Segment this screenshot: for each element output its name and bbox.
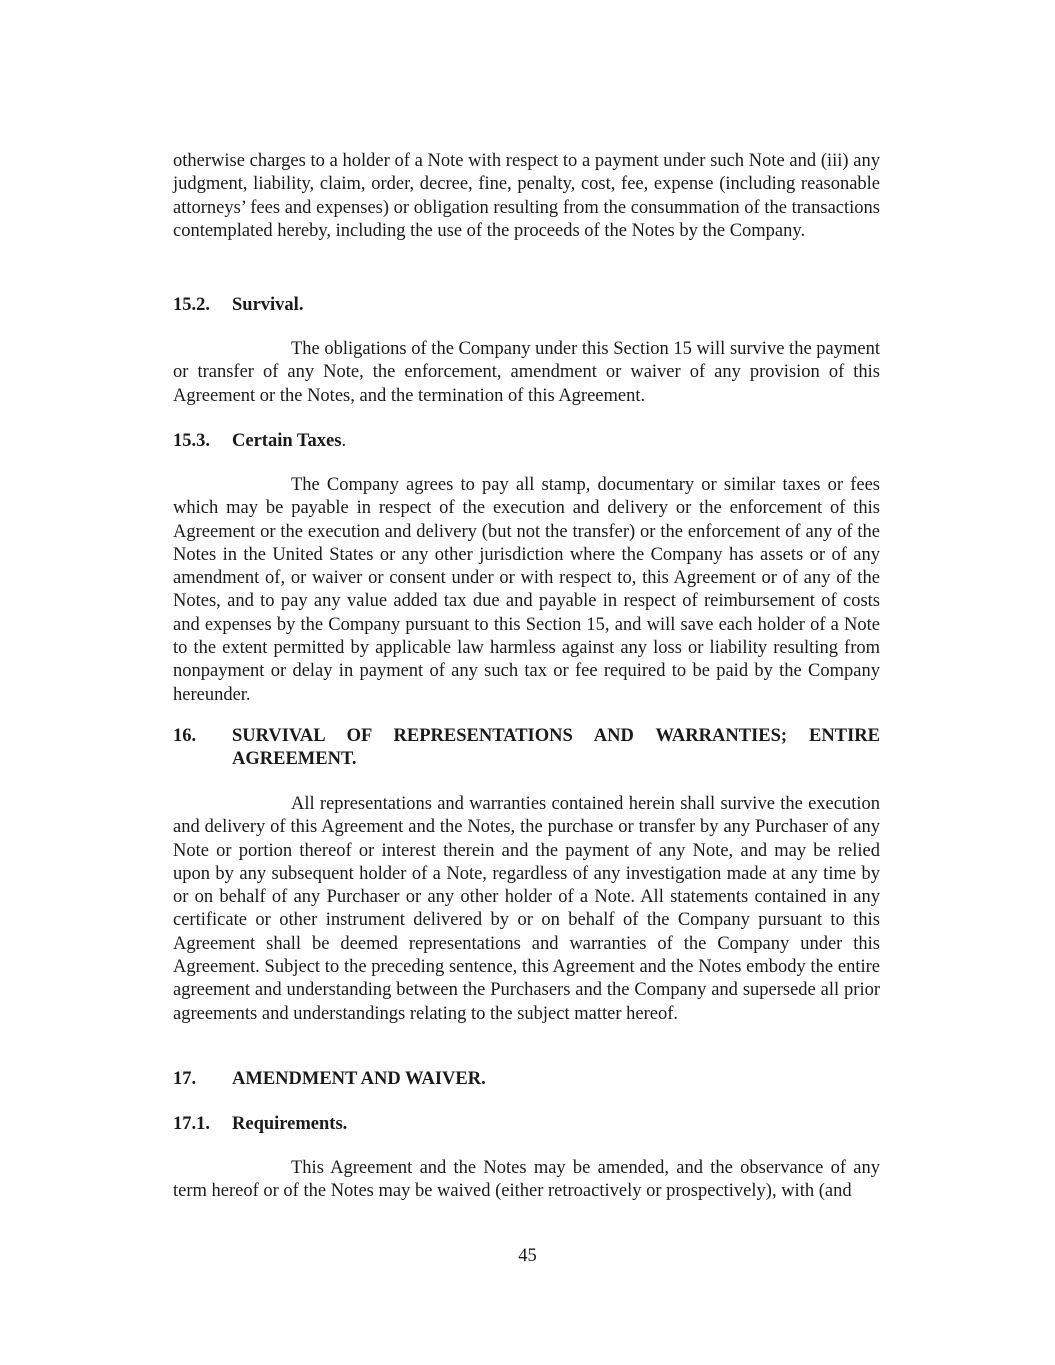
- section-16-body: All representations and warranties contained herein shall survive the execution and delivery of this Agreement and the Notes, the purchase or transfer by any Purchaser of any Note or portion thereof or interest therein and the payment of any Note, and may be relied upon by any subsequent holder of a Note, regardless of any investigation made at any time by or on behalf of any Purchaser or any other holder of a Note. All statements contained in any certificate or other instrument delivered by or on behalf of the Company pursuant to this Agreement shall be deemed representations and warranties of the Company under this Agreement. Subject to the preceding sentence, this Agreement and the Notes embody the entire agreement and understanding between the Purchasers and the Company and supersede all prior agreements and understandings relating to the subject matter hereof.: [173, 794, 880, 1024]
- section-15-3-heading: [173, 430, 346, 453]
- section-number: 15.2.: [173, 295, 210, 315]
- section-title: Survival.: [232, 295, 304, 315]
- section-number: 17.: [173, 1069, 197, 1089]
- section-17-1-body: This Agreement and the Notes may be amended, and the observance of any term hereof or of the Notes may be waived (either retroactively or prospectively), with (and: [173, 1158, 880, 1202]
- section-17-1-heading: [173, 1113, 347, 1136]
- section-title: Requirements.: [232, 1114, 348, 1134]
- section-15-3-body: The Company agrees to pay all stamp, documentary or similar taxes or fees which may be payable in respect of the execution and delivery or the enforcement of this Agreement or the execution and delivery (but not the transfer) or the enforcement of any of the Notes in the United States or any other jurisdiction where the Company has assets or of any amendment of, or waiver or consent under or with respect to, this Agreement or of any of the Notes, and to pay any value added tax due and payable in respect of reimbursement of costs and expenses by the Company pursuant to this Section 15, and will save each holder of a Note to the extent permitted by applicable law harmless against any loss or liability resulting from nonpayment or delay in payment of any such tax or fee required to be paid by the Company hereunder.: [173, 475, 880, 705]
- section-16-heading: [173, 725, 880, 772]
- section-title-suffix: .: [341, 431, 347, 451]
- section-number: 15.3.: [173, 431, 210, 451]
- section-title: Certain Taxes: [232, 431, 342, 451]
- page-number: 45: [518, 1246, 537, 1266]
- section-number: 16.: [173, 726, 197, 746]
- section-title: SURVIVAL OF REPRESENTATIONS AND WARRANTIES; ENTIRE AGREEMENT.: [232, 726, 880, 770]
- section-15-2-heading: [173, 294, 303, 317]
- section-number: 17.1.: [173, 1114, 210, 1134]
- section-15-2-body: The obligations of the Company under this Section 15 will survive the payment or transfer of any Note, the enforcement, amendment or waiver of any provision of this Agreement or the Notes, and the termination of this Agreement.: [173, 339, 880, 406]
- section-17-heading: [173, 1068, 486, 1091]
- section-title: AMENDMENT AND WAIVER.: [232, 1069, 486, 1089]
- continuation-paragraph: otherwise charges to a holder of a Note with respect to a payment under such Note and (iii) any judgment, liability, claim, order, decree, fine, penalty, cost, fee, expense (including reasonable attorneys’ fees and expenses) or obligation resulting from the consummation of the transactions contemplated hereby, including the use of the proceeds of the Notes by the Company.: [173, 151, 880, 241]
